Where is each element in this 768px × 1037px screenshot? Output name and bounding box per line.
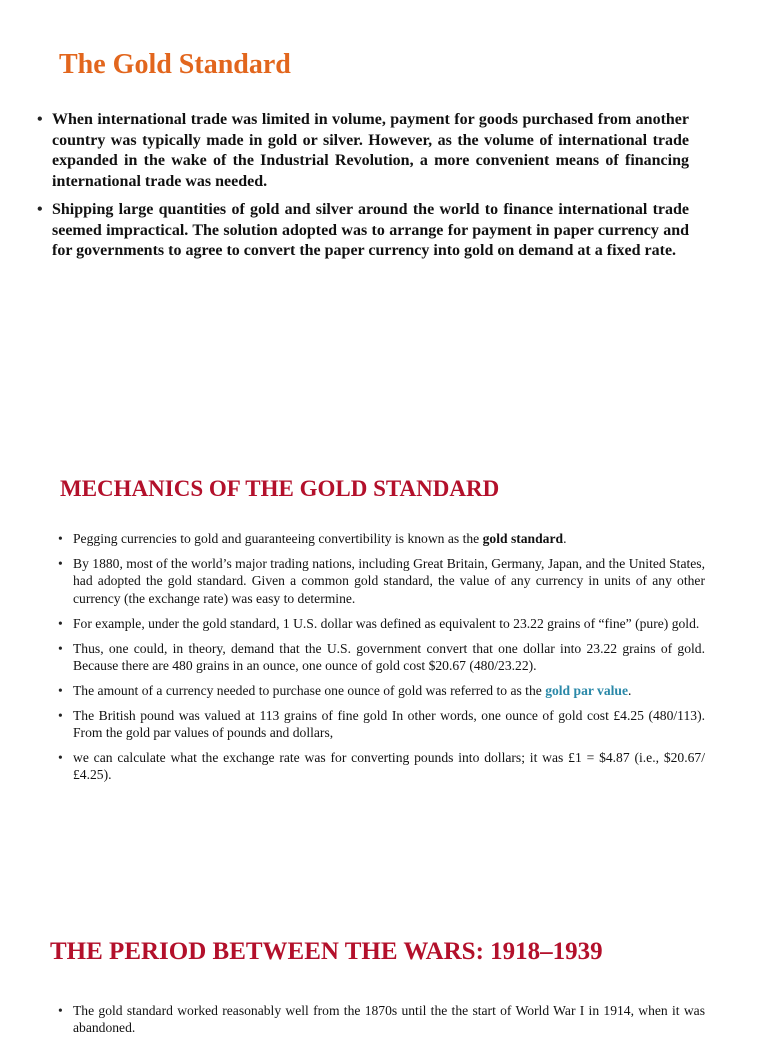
slide-mechanics xyxy=(0,455,768,875)
bullet-text: The amount of a currency needed to purchase one ounce of gold was referred to as the xyxy=(73,682,546,698)
bullet-item: • The gold standard worked reasonably well from the 1870s until the the start of World War I in 1914, when it was abandoned. xyxy=(73,1002,705,1037)
bullet-item: • Shipping large quantities of gold and silver around the world to finance international trade seemed impractical. The solution adopted was to arrange for payment in paper currency and for governments to agree to convert the paper currency into gold on demand at a fixed rate. xyxy=(52,200,689,262)
bullet-item: • For example, under the gold standard, 1 U.S. dollar was defined as equivalent to 23.22 grains of “fine” (pure) gold. xyxy=(73,615,705,632)
bullet-item: • Thus, one could, in theory, demand that the U.S. government convert that one dollar into 23.22 grains of gold. Because there are 480 grains in an ounce, one ounce of gold cost $20.67 (480/23.22). xyxy=(73,640,705,675)
slide-gold-standard xyxy=(0,0,768,420)
bullet-item xyxy=(73,682,705,699)
bullet-list xyxy=(73,1002,705,1037)
bullet-text: . xyxy=(563,531,567,546)
bullet-item: • we can calculate what the exchange rate was for converting pounds into dollars; it was £1 = $4.87 (i.e., $20.67/£4.25). xyxy=(73,749,705,784)
slide-title: The Gold Standard xyxy=(59,49,291,80)
bullet-item: • The British pound was valued at 113 grains of fine gold In other words, one ounce of gold cost £4.25 (480/113). From the gold par values of pounds and dollars, xyxy=(73,707,705,742)
bullet-item: • By 1880, most of the world’s major trading nations, including Great Britain, Germany, Japan, and the United States, had adopted the gold standard. Given a common gold standard, the value of any currency in units of any other currency (the exchange rate) was easy to determine. xyxy=(73,555,705,607)
term-gold-par-value: gold par value xyxy=(545,682,629,698)
bullet-text: Pegging currencies to gold and guaranteeing convertibility is known as the xyxy=(73,531,483,546)
bullet-list xyxy=(52,110,689,270)
bullet-item xyxy=(73,530,705,547)
bullet-list xyxy=(73,530,705,791)
term-gold-standard: gold standard xyxy=(482,531,564,546)
slide-title: THE PERIOD BETWEEN THE WARS: 1918–1939 xyxy=(50,938,603,965)
slide-title: MECHANICS OF THE GOLD STANDARD xyxy=(60,476,500,501)
slide-period-between-wars xyxy=(0,920,768,1036)
bullet-item: • When international trade was limited in volume, payment for goods purchased from another country was typically made in gold or silver. However, as the volume of international trade expanded in the wake of the Industrial Revolution, a more convenient means of financing international trade was needed. xyxy=(52,110,689,192)
bullet-text: . xyxy=(628,682,632,698)
